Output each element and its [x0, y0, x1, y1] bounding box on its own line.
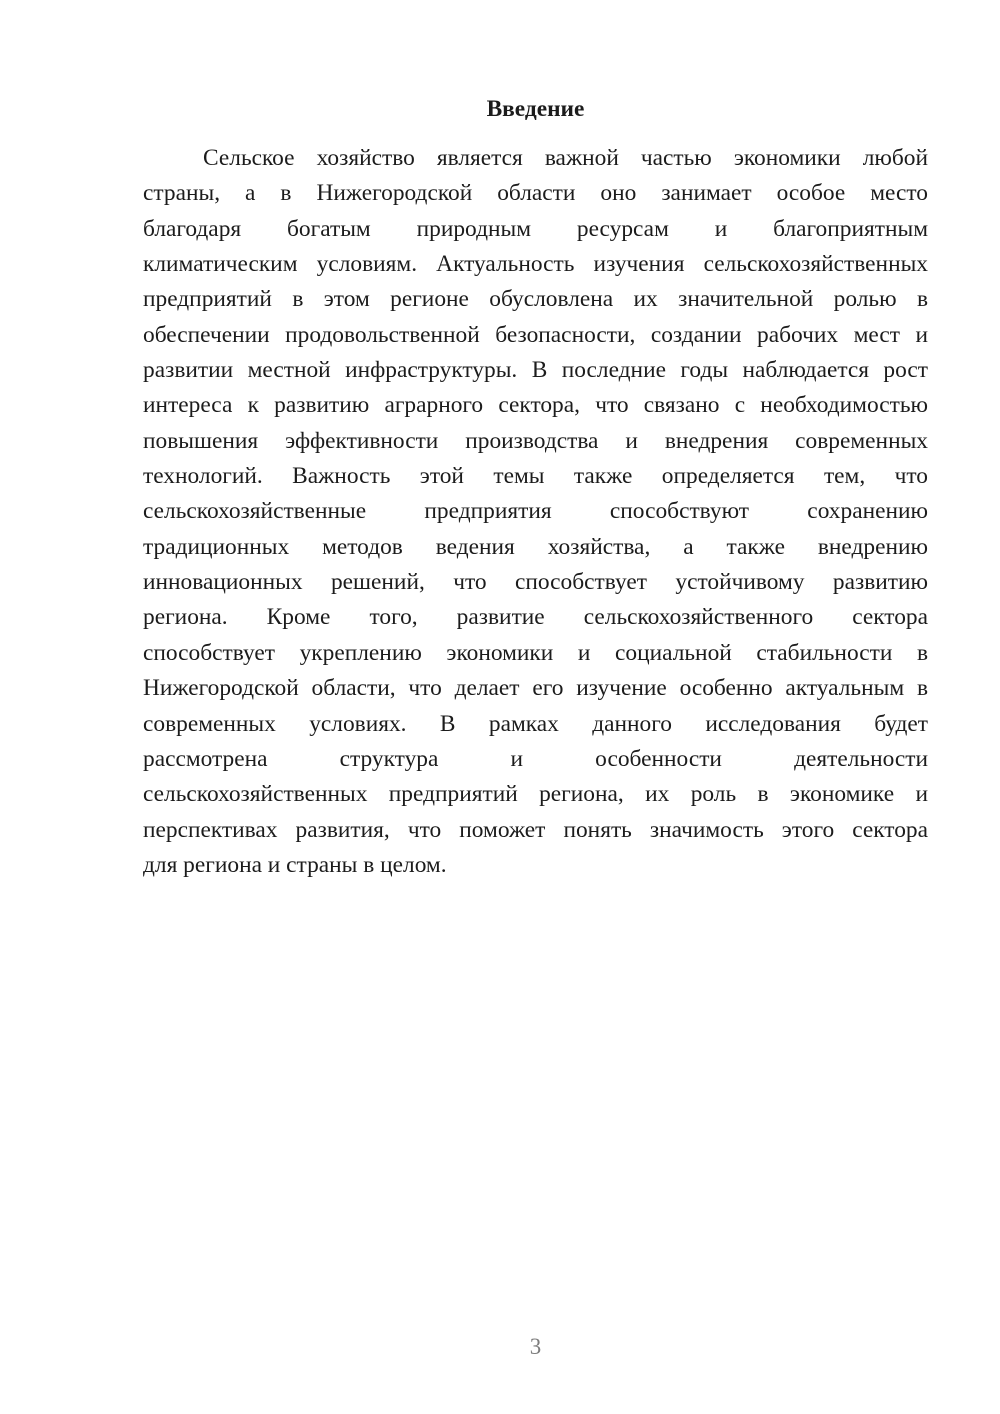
paragraph-line: обеспечении продовольственной безопасности, создании рабочих мест и — [143, 321, 928, 348]
page-number: 3 — [529, 1334, 542, 1359]
intro-paragraph — [143, 141, 928, 883]
paragraph-line: Сельское хозяйство является важной частью экономики любой — [203, 145, 928, 171]
paragraph-line: сельскохозяйственных предприятий региона, их роль в экономике и — [143, 781, 928, 808]
paragraph-line: перспективах развития, что поможет понять значимость этого сектора — [143, 816, 928, 843]
paragraph-line: для региона и страны в целом. — [143, 851, 447, 878]
paragraph-line: технологий. Важность этой темы также определяется тем, что — [143, 463, 928, 490]
paragraph-line: региона. Кроме того, развитие сельскохозяйственного сектора — [143, 604, 928, 631]
paragraph-line: развитии местной инфраструктуры. В последние годы наблюдается рост — [143, 357, 928, 384]
paragraph-line: страны, а в Нижегородской области оно занимает особое место — [143, 180, 928, 207]
paragraph-line: благодаря богатым природным ресурсам и благоприятным — [143, 215, 928, 242]
paragraph-line: сельскохозяйственные предприятия способствуют сохранению — [143, 498, 928, 525]
paragraph-line: предприятий в этом регионе обусловлена их значительной ролью в — [143, 286, 928, 313]
section-heading: Введение — [486, 96, 585, 122]
paragraph-line: рассмотрена структура и особенности деятельности — [143, 745, 928, 772]
paragraph-line: инновационных решений, что способствует устойчивому развитию — [143, 569, 928, 596]
paragraph-line: современных условиях. В рамках данного исследования будет — [143, 710, 928, 737]
paragraph-line: интереса к развитию аграрного сектора, что связано с необходимостью — [143, 392, 928, 419]
paragraph-line: способствует укреплению экономики и социальной стабильности в — [143, 639, 928, 666]
paragraph-line: климатическим условиям. Актуальность изучения сельскохозяйственных — [143, 251, 928, 278]
paragraph-line: традиционных методов ведения хозяйства, а также внедрению — [143, 533, 928, 560]
paragraph-line: Нижегородской области, что делает его изучение особенно актуальным в — [143, 675, 928, 702]
paragraph-line: повышения эффективности производства и внедрения современных — [143, 427, 928, 454]
